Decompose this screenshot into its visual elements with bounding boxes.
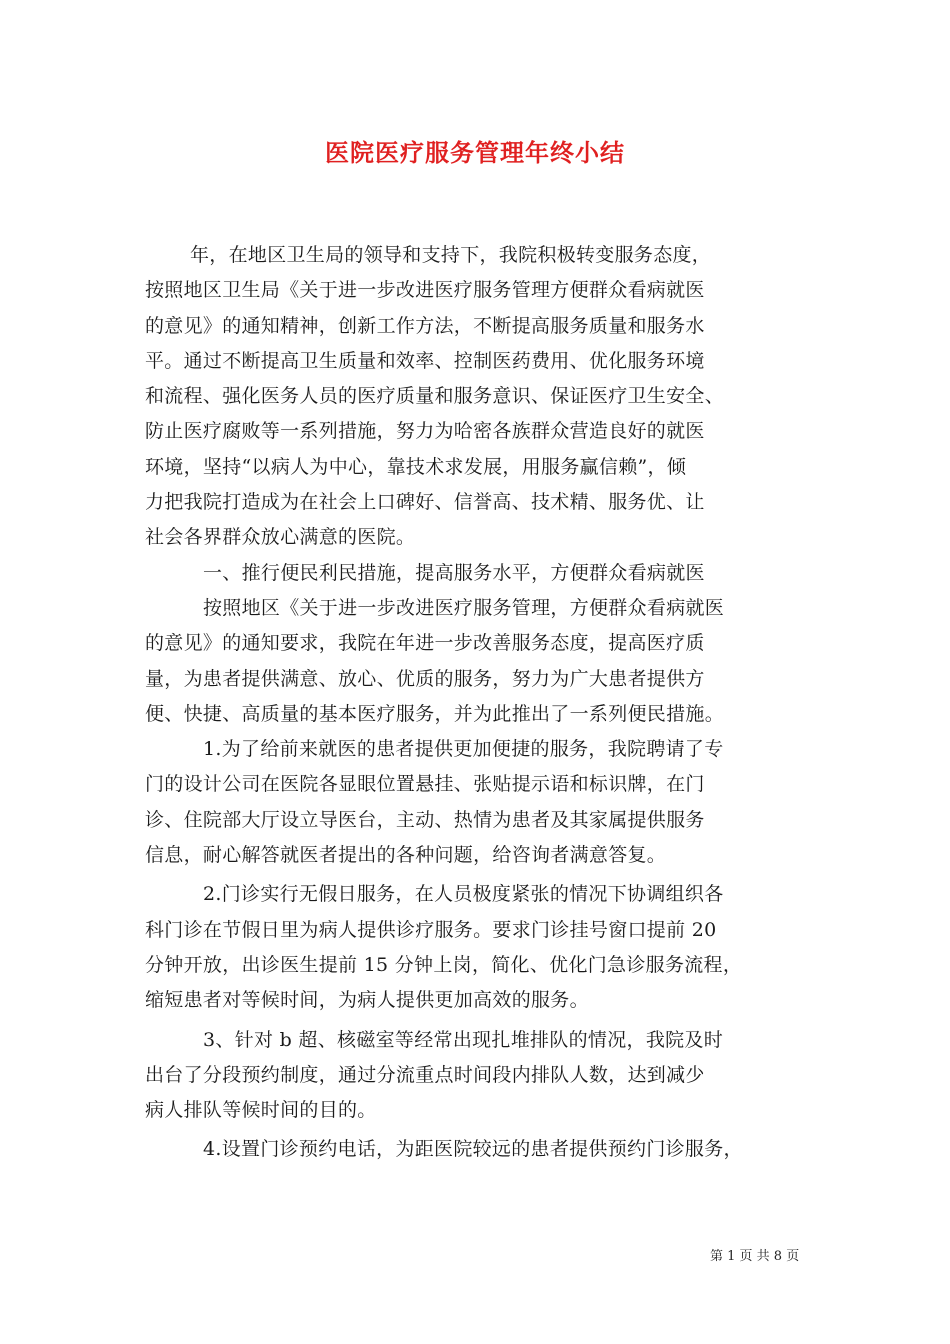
paragraph-line: 平。通过不断提高卫生质量和效率、控制医药费用、优化服务环境 [145,349,705,372]
paragraph-line: 便、快捷、高质量的基本医疗服务，并为此推出了一系列便民措施。 [145,702,725,725]
list-item-line: 科门诊在节假日里为病人提供诊疗服务。要求门诊挂号窗口提前 20 [145,918,717,941]
paragraph-line: 量，为患者提供满意、放心、优质的服务，努力为广大患者提供方 [145,667,705,690]
paragraph-line: 和流程、强化医务人员的医疗质量和服务意识、保证医疗卫生安全、 [145,385,725,408]
section-heading: 一、推行便民利民措施，提高服务水平，方便群众看病就医 [203,561,705,584]
paragraph-line: 年，在地区卫生局的领导和支持下，我院积极转变服务态度， [190,244,712,266]
list-item-line: 3、针对 b 超、核磁室等经常出现扎堆排队的情况，我院及时 [203,1028,724,1051]
paragraph-line: 的意见》的通知要求，我院在年进一步改善服务态度，提高医疗质 [145,632,705,655]
paragraph-line: 防止医疗腐败等一系列措施，努力为哈密各族群众营造良好的就医 [145,420,705,443]
list-item-line: 门的设计公司在医院各显眼位置悬挂、张贴提示语和标识牌，在门 [145,773,705,796]
list-item-line: 分钟开放，出诊医生提前 15 分钟上岗，简化、优化门急诊服务流程， [145,953,743,976]
list-item-line: 诊、住院部大厅设立导医台，主动、热情为患者及其家属提供服务 [145,808,705,831]
list-item-line: 出台了分段预约制度，通过分流重点时间段内排队人数，达到减少 [145,1063,705,1086]
list-item-line: 2.门诊实行无假日服务，在人员极度紧张的情况下协调组织各 [203,883,724,906]
list-item-line: 1.为了给前来就医的患者提供更加便捷的服务，我院聘请了专 [203,738,724,761]
paragraph-line: 力把我院打造成为在社会上口碑好、信誉高、技术精、服务优、让 [145,491,705,514]
paragraph-line: 环境，坚持“以病人为中心，靠技术求发展，用服务赢信赖”，倾 [145,455,687,478]
paragraph-line: 按照地区卫生局《关于进一步改进医疗服务管理方便群众看病就医 [145,279,705,302]
document-body [145,238,815,1168]
paragraph-line: 按照地区《关于进一步改进医疗服务管理，方便群众看病就医 [203,596,725,619]
paragraph-line: 社会各界群众放心满意的医院。 [145,526,416,549]
paragraph-line: 的意见》的通知精神，创新工作方法，不断提高服务质量和服务水 [145,314,705,337]
list-item-line: 病人排队等候时间的目的。 [145,1099,377,1122]
page-number: 第 1 页 共 8 页 [710,1249,800,1264]
document-title: 医院医疗服务管理年终小结 [325,138,625,167]
list-item-line: 信息，耐心解答就医者提出的各种问题，给咨询者满意答复。 [145,844,667,867]
list-item-line: 4.设置门诊预约电话，为距医院较远的患者提供预约门诊服务， [203,1138,743,1161]
list-item-line: 缩短患者对等候时间，为病人提供更加高效的服务。 [145,989,589,1012]
